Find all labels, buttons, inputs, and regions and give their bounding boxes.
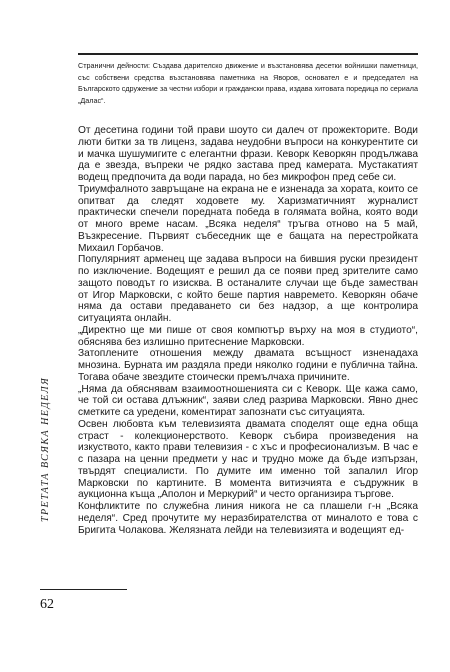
body-paragraph: Конфликтите по служебна линия никога не са плашели г-н „Всяка неделя“. Сред прочутите му неразбирателства от миналото е това с Бригита Чолакова. Желязната лейди на телевизията и водещият ед- bbox=[78, 501, 418, 536]
body-paragraph: Затоплените отношения между двамата всъщност изненадаха мнозина. Бурната им раздяла преди няколко години е публична тайна. Тогава обаче звездите стоически премълчаха причините. bbox=[78, 348, 418, 383]
body-paragraph: „Няма да обяснявам взаимоотношенията си с Кеворк. Ще кажа само, че той си остава длъжник“, заяви след разрива Марковски. Явно днес сметките са уредени, коментират запознати със ситуацията. bbox=[78, 383, 418, 418]
body-paragraph: Освен любовта към телевизията двамата споделят още една обща страст - колекционерството. Кеворк събира произведения на изкуството, както прави телевизия - с хъс и професионализъм. В час е с пазара на ценни предмети у нас и трудно може да бъде изпързан, твърдят специалисти. По думите им именно той запалил Игор Марковски по картините. В момента витизчията е съдружник в аукционна къща „Аполон и Меркурий“ и често организира търгове. bbox=[78, 418, 418, 501]
footer-rule bbox=[40, 589, 127, 590]
running-head: ТРЕТАТА ВСЯКА НЕДЕЛЯ bbox=[40, 376, 51, 522]
body-paragraph: Популярният арменец ще задава въпроси на бившия руски президент по изключение. Водещият е решил да се появи пред зрителите само защото поводът го изисква. В останалите случаи ще бъде заместван от Игор Марковски, с който беше партия навремето. Кеворкян обаче няма да остави предаването си без надзор, а ще контролира ситуацията онлайн. bbox=[78, 254, 418, 324]
body-text bbox=[78, 125, 418, 536]
page-number: 62 bbox=[40, 597, 54, 612]
body-paragraph: От десетина години той прави шоуто си далеч от прожекторите. Води люти битки за тв лиценз, задава неудобни въпроси на конкурентите си и мачка шушумигите с елегантни фрази. Кеворк Кеворкян продължава да е звезда, въпреки че рядко застава пред камерата. Мустакатият водещ предпочита да води парада, но без микрофон пред себе си. bbox=[78, 125, 418, 183]
top-rule bbox=[78, 53, 418, 55]
body-paragraph: „Директно ще ми пише от своя компютър върху на моя в студиото“, обяснява без излишно притеснение Марковски. bbox=[78, 324, 418, 348]
body-paragraph: Триумфалното завръщане на екрана не е изненада за хората, които се опитват да следят ходовете му. Харизматичният журналист практически спечели поредната победа в голямата война, която води от много време насам. „Всяка неделя“ тръгва отново на 5 май, Възкресение. Първият събеседник ще е бащата на перестройката Михаил Горбачов. bbox=[78, 183, 418, 254]
side-activities-box bbox=[78, 60, 418, 106]
side-activities-text: Странични дейности: Създава дарителско движение и възстановява десетки войнишки паметници, със собствени средства възстановява паметника на Яворов, основател е и председател на Българското сдружение за честни избори и граждански права, издава хитовата поредица по сериала „Далас“. bbox=[78, 61, 418, 105]
